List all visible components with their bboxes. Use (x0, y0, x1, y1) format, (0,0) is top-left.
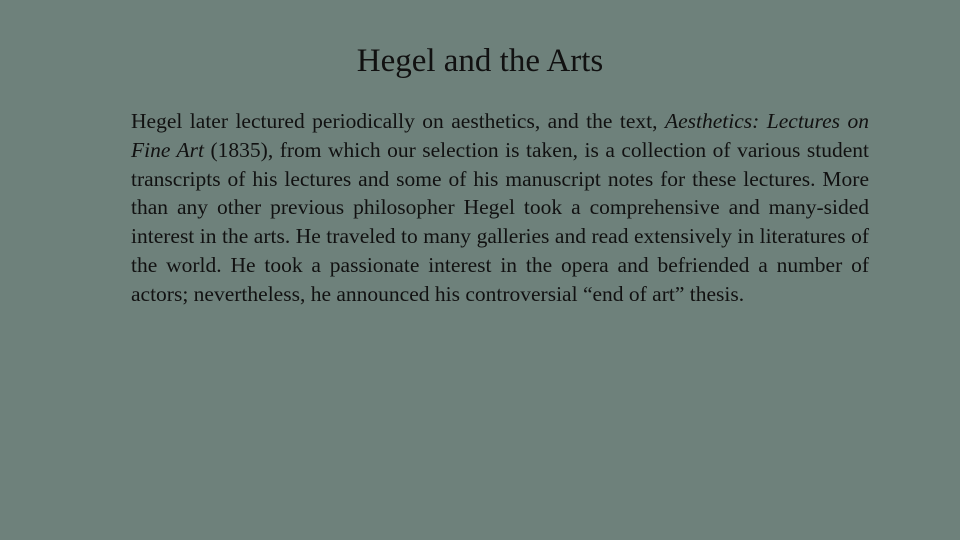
book-title: Aesthetics: Lectures on Fine Art (131, 109, 869, 162)
slide-title: Hegel and the Arts (356, 43, 604, 79)
paragraph-rest: (1835), from which our selection is taken, is a collection of various student transcripts of his lectures and some of his manuscript notes for these lectures. More than any other previous philosopher Hegel took a comprehensive and many-sided interest in the arts. He traveled to many galleries and read extensively in literatures of the world. He took a passionate interest in the opera and befriended a number of actors; nevertheless, he announced his controversial “end of art” thesis. (131, 137, 870, 306)
body-paragraph (131, 107, 869, 309)
paragraph-intro: Hegel later lectured periodically on aesthetics, and the text, (131, 109, 658, 133)
